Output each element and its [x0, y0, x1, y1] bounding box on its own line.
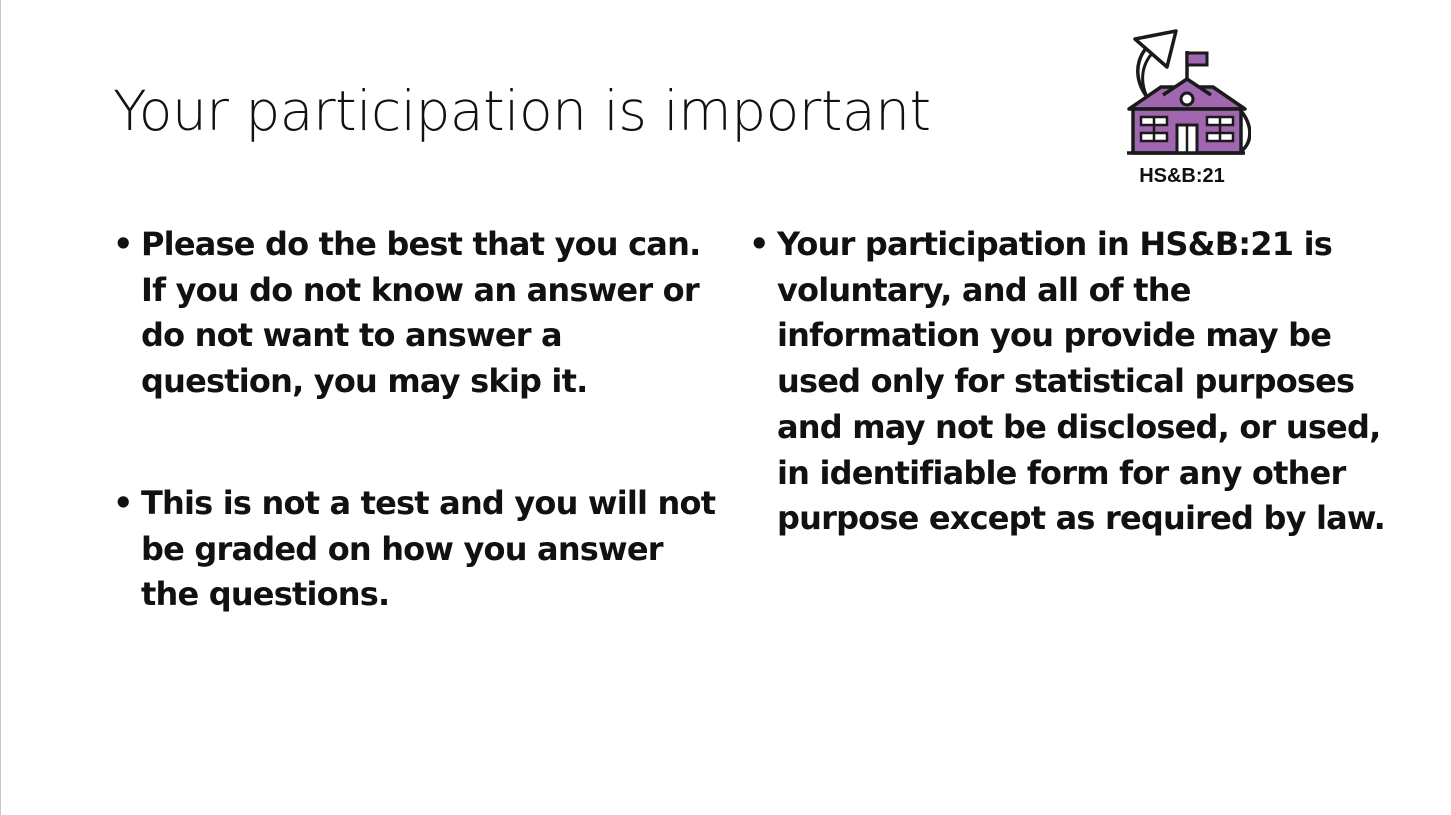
hsb-logo: [1111, 25, 1261, 195]
school-building-icon: [1121, 25, 1251, 157]
left-bullet-list: [113, 222, 723, 618]
bullet-item: • Your participation in HS&B:21 is voluntary, and all of the information you provide may be used only for statistical purposes and may not be disclosed, or used, in identifiable form for any other purpose except as required by law.: [749, 222, 1389, 542]
bullet-item: • Please do the best that you can. If you do not know an answer or do not want to answer a question, you may skip it.: [113, 222, 723, 405]
bullet-item: • This is not a test and you will not be graded on how you answer the questions.: [113, 481, 723, 618]
right-bullet-list: [749, 222, 1389, 542]
logo-label: HS&B:21: [1139, 165, 1225, 187]
slide-title: Your participation is important: [113, 79, 931, 143]
